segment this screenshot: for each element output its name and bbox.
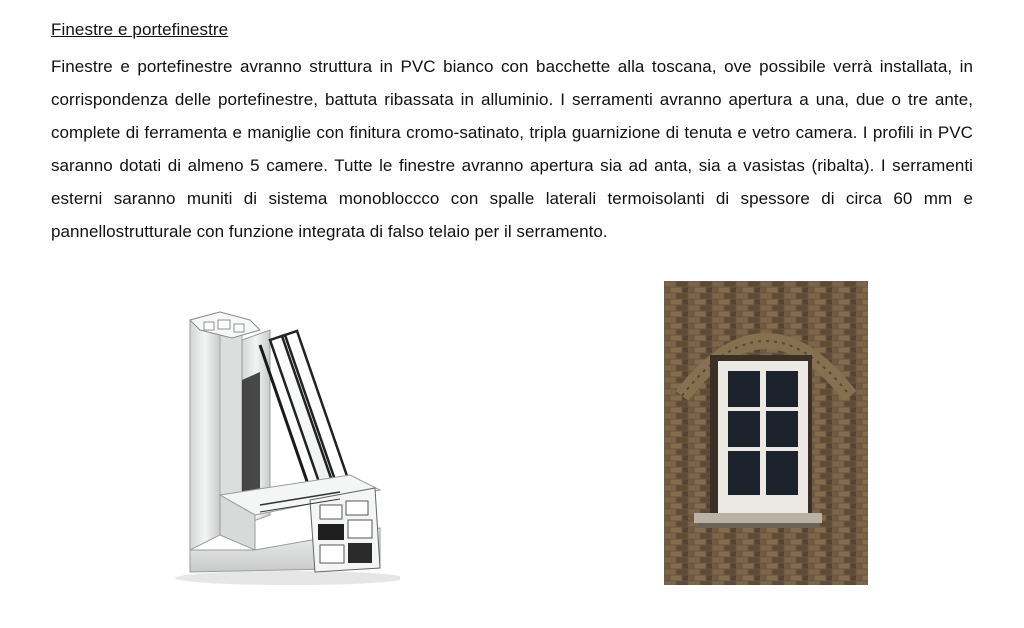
pvc-profile-image — [160, 300, 400, 590]
brick-window-image — [664, 281, 868, 585]
section-heading: Finestre e portefinestre — [51, 20, 229, 39]
body-paragraph: Finestre e portefinestre avranno struttura in PVC bianco con bacchette alla toscana, ove possibile verrà installata, in corrispondenza delle portefinestre, battuta ribassata in alluminio. I serramenti avranno apertura a una, due o tre ante, complete di ferramenta e maniglie con finitura cromo-satinato, tripla guarnizione di tenuta e vetro camera. I profili in PVC saranno dotati di almeno 5 camere. Tutte le finestre avranno apertura sia ad anta, sia a vasistas (ribalta). I serramenti esterni saranno muniti di sistema monobloccco con spalle laterali termoisolanti di spessore di circa 60 mm e pannellostrutturale con funzione integrata di falso telaio per il serramento. — [51, 57, 973, 241]
